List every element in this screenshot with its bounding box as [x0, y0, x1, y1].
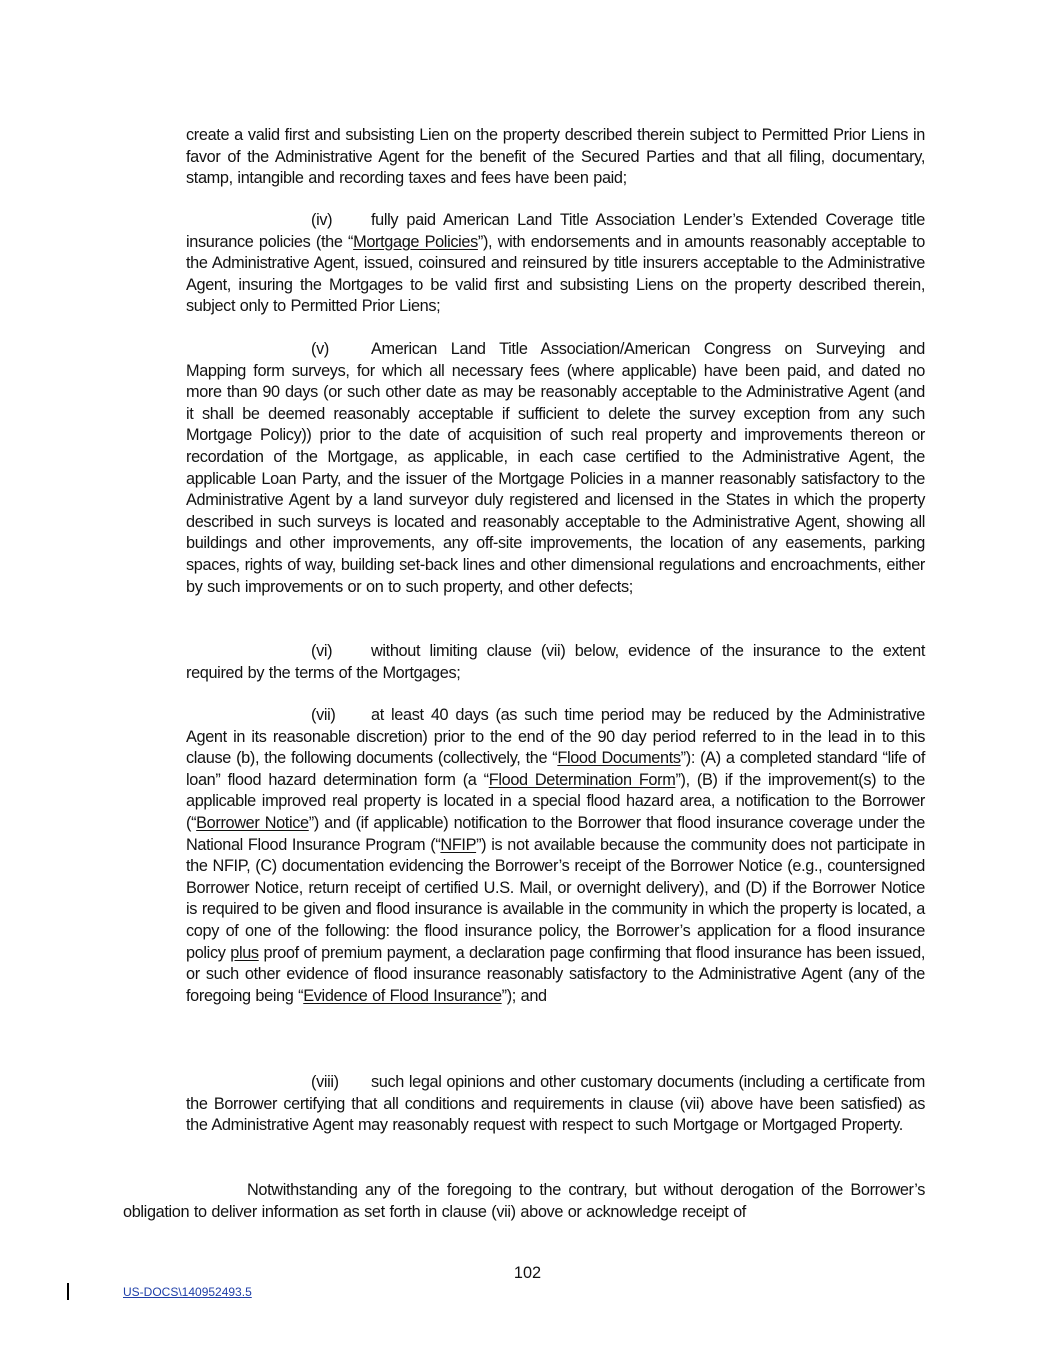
- clause-iv: [186, 210, 925, 318]
- defined-term-nfip: NFIP: [440, 835, 477, 854]
- defined-term-evidence-of-flood-insurance: Evidence of Flood Insurance: [303, 986, 502, 1005]
- clause-number: (viii): [311, 1073, 339, 1091]
- paragraph-text: create a valid first and subsisting Lien on the property described therein subject to Permitted Prior Liens in favor of the Administrative Agent for the benefit of the Secured Parties and that all filing, documentary, stamp, intangible and recording taxes and fees have been paid;: [186, 126, 925, 188]
- clause-text: ”) and (if applicable) notification to the Borrower that flood insurance coverage under the National Flood Insurance Program (“: [186, 813, 925, 854]
- clause-text: ”): (A) a completed standard “life of loan” flood hazard determination form (a “: [186, 749, 925, 789]
- clause-number: (iv): [311, 211, 333, 229]
- clause-text: ”) is not available because the community does not participate in the NFIP, (C) documentation evidencing the Borrower’s receipt of the Borrower Notice (e.g., countersigned Borrower Notice, return receipt of certified U.S. Mail, or overnight delivery), and (D) if the Borrower Notice is required to be given and flood insurance is available in the community in which the property is located, a copy of one of the following: the flood insurance policy, the Borrower’s application for a flood insurance policy: [186, 835, 925, 962]
- document-reference-link[interactable]: US-DOCS\140952493.5: [123, 1285, 252, 1299]
- clause-text: ”), (B) if the improvement(s) to the applicable improved real property is located in a special flood hazard area, a notification to the Borrower (“: [186, 770, 926, 832]
- paragraph-text: Notwithstanding any of the foregoing to the contrary, but without derogation of the Borrower’s obligation to deliver information as set forth in clause (vii) above or acknowledge receipt of: [123, 1181, 925, 1221]
- clause-viii: [186, 1072, 925, 1137]
- defined-term-mortgage-policies: Mortgage Policies: [353, 232, 478, 251]
- paragraph-continuation: [186, 125, 925, 190]
- defined-term-flood-determination-form: Flood Determination Form: [488, 770, 676, 789]
- clause-text: at least 40 days (as such time period may be reduced by the Administrative Agent in its reasonable discretion) prior to the end of the 90 day period referred to in the lead in to this clause (b), the following documents (collectively, the “: [186, 706, 925, 768]
- clause-text: American Land Title Association/American Congress on Surveying and Mapping form surveys, for which all necessary fees (where applicable) have been paid, and dated no more than 90 days (or such other date as may be reasonably acceptable to the Administrative Agent (and it shall be deemed reasonably acceptable if sufficient to delete the survey exception from any such Mortgage Policy)) prior to the date of acquisition of such real property and improvements thereon or recordation of the Mortgage, as applicable, in each case certified to the Administrative Agent, the applicable Loan Party, and the issuer of the Mortgage Policies in a manner reasonably satisfactory to the Administrative Agent by a land surveyor duly registered and licensed in the States in which the property described in such surveys is located and reasonably acceptable to the Administrative Agent, showing all buildings and other improvements, any off-site improvements, the location of any easements, parking spaces, rights of way, building set-back lines and other dimensional regulations and encroachments, either by such improvements or on to such property, and other defects;: [186, 340, 925, 596]
- clause-number: (vii): [311, 706, 336, 724]
- clause-vii: [186, 705, 925, 1007]
- emphasis-plus: plus: [230, 943, 259, 962]
- clause-text: proof of premium payment, a declaration page confirming that flood insurance has been issued, or such other evidence of flood insurance reasonably satisfactory to the Administrative Agent (any of the foregoing being “: [186, 943, 925, 1005]
- defined-term-flood-documents: Flood Documents: [557, 749, 681, 768]
- clause-number: (vi): [311, 642, 333, 660]
- page-number: 102: [513, 1264, 542, 1282]
- clause-text: ”); and: [501, 986, 547, 1005]
- clause-text: without limiting clause (vii) below, evidence of the insurance to the extent required by the terms of the Mortgages;: [186, 642, 925, 682]
- clause-text: ”), with endorsements and in amounts reasonably acceptable to the Administrative Agent, issued, coinsured and reinsured by title insurers acceptable to the Administrative Agent, insuring the Mortgages to be valid first and subsisting Liens on the property described therein, subject only to Permitted Prior Liens;: [186, 232, 925, 316]
- clause-text: such legal opinions and other customary documents (including a certificate from the Borrower certifying that all conditions and requirements in clause (vii) above have been satisfied) as the Administrative Agent may reasonably request with respect to such Mortgage or Mortgaged Property.: [186, 1073, 925, 1135]
- clause-v: [186, 339, 925, 598]
- clause-text: fully paid American Land Title Association Lender’s Extended Coverage title insurance policies (the “: [186, 211, 925, 251]
- clause-number: (v): [311, 340, 329, 358]
- revision-bar: [67, 1283, 69, 1300]
- clause-vi: [186, 641, 925, 684]
- paragraph-notwithstanding: [123, 1180, 925, 1223]
- defined-term-borrower-notice: Borrower Notice: [196, 813, 309, 832]
